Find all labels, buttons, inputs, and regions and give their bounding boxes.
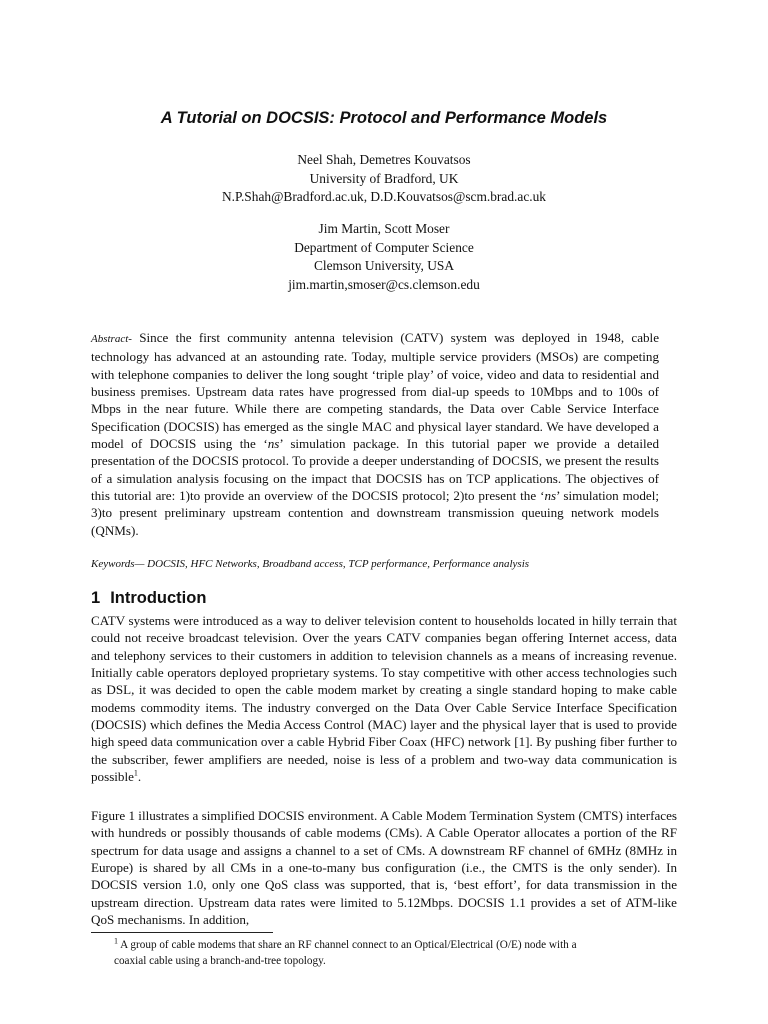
abstract-ns-2: ns (544, 488, 557, 504)
section-heading (91, 587, 206, 609)
paragraph-introduction-1 (91, 612, 677, 785)
paper-title: A Tutorial on DOCSIS: Protocol and Performance Models (160, 109, 608, 127)
author-affiliation: University of Bradford, UK (309, 170, 459, 186)
author-block-2 (0, 220, 768, 294)
keywords: Keywords— DOCSIS, HFC Networks, Broadband access, TCP performance, Performance analysis (91, 558, 530, 570)
author-emails: N.P.Shah@Bradford.ac.uk, D.D.Kouvatsos@scm.brad.ac.uk (221, 189, 547, 204)
abstract-label: Abstract- (91, 333, 132, 345)
abstract-text-2: ’ simulation package. In this tutorial paper we provide a detailed presentation of the DOCSIS protocol. To provide a deeper understanding of DOCSIS, we present the results of a simulation analysis focusing on the impact that DOCSIS has on TCP applications. The objectives of this tutorial are: 1)to provide an overview of the DOCSIS protocol; 2)to present the ‘ (91, 436, 659, 504)
paragraph-introduction-2: Figure 1 illustrates a simplified DOCSIS environment. A Cable Modem Termination System (CMTS) interfaces with hundreds or possibly thousands of cable modems (CMs). A Cable Operator allocates a portion of the RF spectrum for data usage and assigns a channel to a set of CMs. A downstream RF channel of 6MHz (8MHz in Europe) is shared by all CMs in a one-to-many bus configuration (i.e., the CMTS is the only sender). In DOCSIS version 1.0, only one QoS class was supported, that is, ‘best effort’, for data transmission in the upstream direction. Upstream data rates were limited to 5.12Mbps. DOCSIS 1.1 provides a set of ATM-like QoS mechanisms. In addition, (91, 808, 677, 928)
section-number: 1 (91, 589, 101, 607)
abstract-text-1: Since the first community antenna television (CATV) system was deployed in 1948, cable technology has advanced at an astounding rate. Today, multiple service providers (MSOs) are competing with telephone companies to deliver the long sought ‘triple play’ of voice, video and data to residential and business premises. Upstream data rates have progressed from dial-up speeds to 10Mbps and to 100s of Mbps in the near future. While there are competing standards, the Data over Cable Service Interface Specification (DOCSIS) has emerged as the single MAC and physical layer standard. We have developed a model of DOCSIS using the ‘ (91, 330, 660, 452)
footnote (114, 938, 674, 969)
footnote-line-2: coaxial cable using a branch-and-tree topology. (114, 954, 326, 967)
footnote-divider (91, 932, 273, 933)
paragraph-text: CATV systems were introduced as a way to deliver television content to households located in hilly terrain that could not receive broadcast television. Over the years CATV companies began offering Internet access, data and telephony services to their customers in addition to television channels as a means of increasing revenue. Initially cable operators deployed proprietary systems. To stay competitive with other access technologies such as DSL, it was decided to open the cable modem market by creating a single standard hoping to make cable modems commodity items. The industry converged on the Data Over Cable Service Interface Specification (DOCSIS) which defines the Media Access Control (MAC) layer and the physical layer that is used to provide high speed data communication over a cable Hybrid Fiber Coax (HFC) network [1]. By pushing fiber further to the subscriber, fewer amplifiers are needed, noise is less of a problem and two-way data communication is possible (91, 613, 677, 785)
paragraph-end: . (137, 769, 142, 785)
author-names: Neel Shah, Demetres Kouvatsos (297, 152, 471, 167)
footnote-line-1: A group of cable modems that share an RF channel connect to an Optical/Electrical (O/E) node with a (118, 939, 577, 951)
section-title: Introduction (110, 589, 207, 607)
author-department: Department of Computer Science (294, 239, 474, 255)
abstract (91, 329, 659, 539)
footnote-mark: 1 (114, 936, 118, 946)
author-emails: jim.martin,smoser@cs.clemson.edu (288, 276, 480, 292)
author-block-1 (0, 151, 768, 207)
author-names: Jim Martin, Scott Moser (318, 221, 450, 236)
abstract-text-3: ’ simulation model; 3)to present preliminary upstream contention and downstream transmission queuing network models (QNMs). (91, 488, 659, 538)
author-affiliation: Clemson University, USA (313, 258, 455, 273)
abstract-ns-1: ns (267, 436, 280, 452)
footnote-reference: 1 (133, 768, 138, 778)
